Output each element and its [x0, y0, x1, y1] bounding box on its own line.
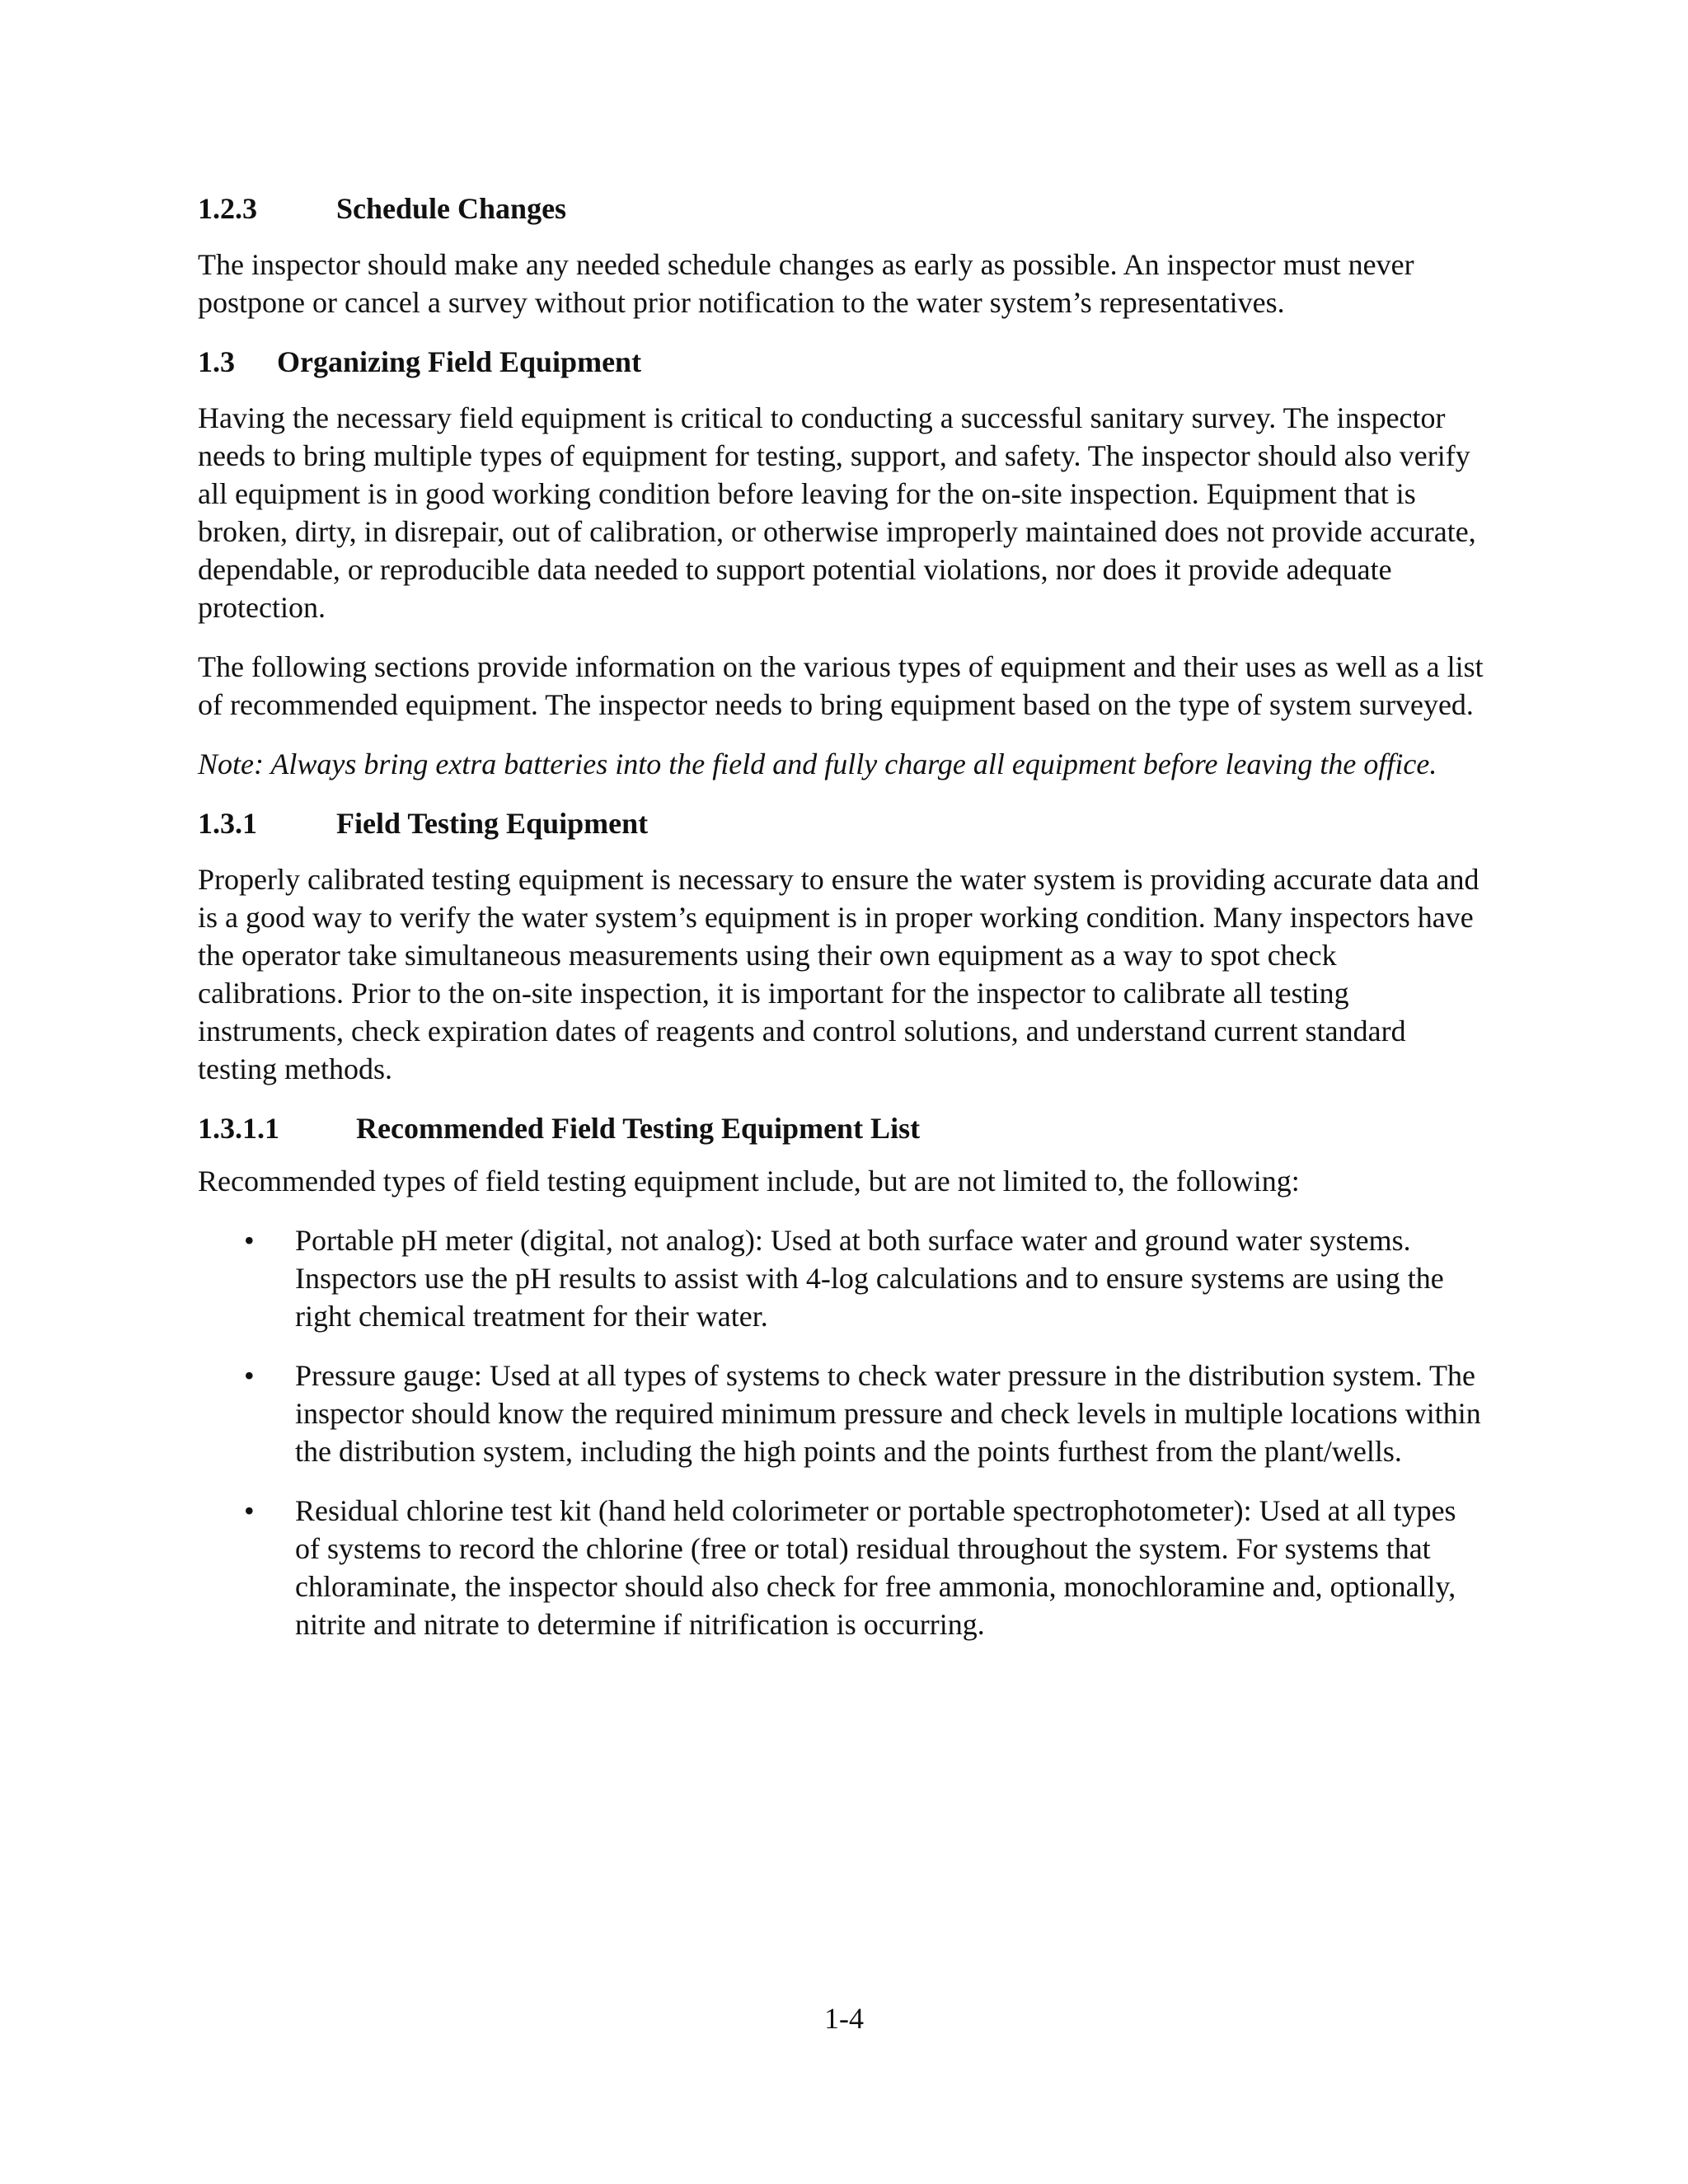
list-item — [198, 1492, 1484, 1643]
list-item-text: Residual chlorine test kit (hand held colorimeter or portable spectrophotometer): Used at all types of systems to record the chlorine (free or total) residual throughout the system. For systems that chloraminate, the inspector should also check for free ammonia, monochloramine and, optionally, nitrite and nitrate to determine if nitrification is occurring. — [295, 1494, 1456, 1641]
section-number: 1.2.3 — [198, 192, 257, 225]
section-title: Organizing Field Equipment — [277, 345, 642, 378]
section-title: Recommended Field Testing Equipment List — [356, 1112, 921, 1145]
section-heading-1-3 — [198, 343, 1484, 381]
paragraph-organizing-equipment: Having the necessary field equipment is critical to conducting a successful sanitary survey. The inspector needs to bring multiple types of equipment for testing, support, and safety. The inspector should also verify all equipment is in good working condition before leaving for the on-site inspection. Equipment that is broken, dirty, in disrepair, out of calibration, or otherwise improperly maintained does not provide accurate, dependable, or reproducible data needed to support potential violations, nor does it provide adequate protection. — [198, 401, 1476, 624]
bullet-icon: • — [244, 1494, 255, 1527]
section-heading-1-3-1 — [198, 804, 1484, 842]
section-number: 1.3 — [198, 345, 235, 378]
page-number: 1-4 — [824, 2002, 864, 2035]
paragraph-recommended-intro: Recommended types of field testing equipment include, but are not limited to, the following: — [198, 1165, 1300, 1197]
paragraph-schedule-changes: The inspector should make any needed schedule changes as early as possible. An inspector must never postpone or cancel a survey without prior notification to the water system’s representatives. — [198, 248, 1414, 319]
paragraph-following-sections: The following sections provide information on the various types of equipment and their uses as well as a list of recommended equipment. The inspector needs to bring equipment based on the type of system surveyed. — [198, 650, 1484, 721]
paragraph-field-testing: Properly calibrated testing equipment is necessary to ensure the water system is providing accurate data and is a good way to verify the water system’s equipment is in proper working condition. Many inspectors have the operator take simultaneous measurements using their own equipment as a way to spot check calibrations. Prior to the on-site inspection, it is important for the inspector to calibrate all testing instruments, check expiration dates of reagents and control solutions, and understand current standard testing methods. — [198, 863, 1479, 1085]
document-page — [198, 190, 1484, 1665]
list-item-text: Pressure gauge: Used at all types of systems to check water pressure in the distribution system. The inspector should know the required minimum pressure and check levels in multiple locations within the distribution system, including the high points and the points furthest from the plant/wells. — [295, 1359, 1481, 1468]
section-title: Field Testing Equipment — [336, 807, 649, 840]
list-item-text: Portable pH meter (digital, not analog): Used at both surface water and ground water systems. Inspectors use the pH results to assist with 4-log calculations and to ensure systems are using the right chemical treatment for their water. — [295, 1224, 1444, 1333]
bullet-icon: • — [244, 1359, 255, 1392]
section-title: Schedule Changes — [336, 192, 567, 225]
section-heading-1-2-3 — [198, 190, 1484, 227]
section-number: 1.3.1.1 — [198, 1112, 279, 1145]
section-number: 1.3.1 — [198, 807, 257, 840]
bullet-icon: • — [244, 1224, 255, 1257]
list-item — [198, 1221, 1484, 1335]
section-heading-1-3-1-1 — [198, 1109, 1484, 1147]
list-item — [198, 1357, 1484, 1470]
equipment-list — [198, 1221, 1484, 1643]
note-paragraph: Note: Always bring extra batteries into the field and fully charge all equipment before leaving the office. — [198, 748, 1437, 780]
